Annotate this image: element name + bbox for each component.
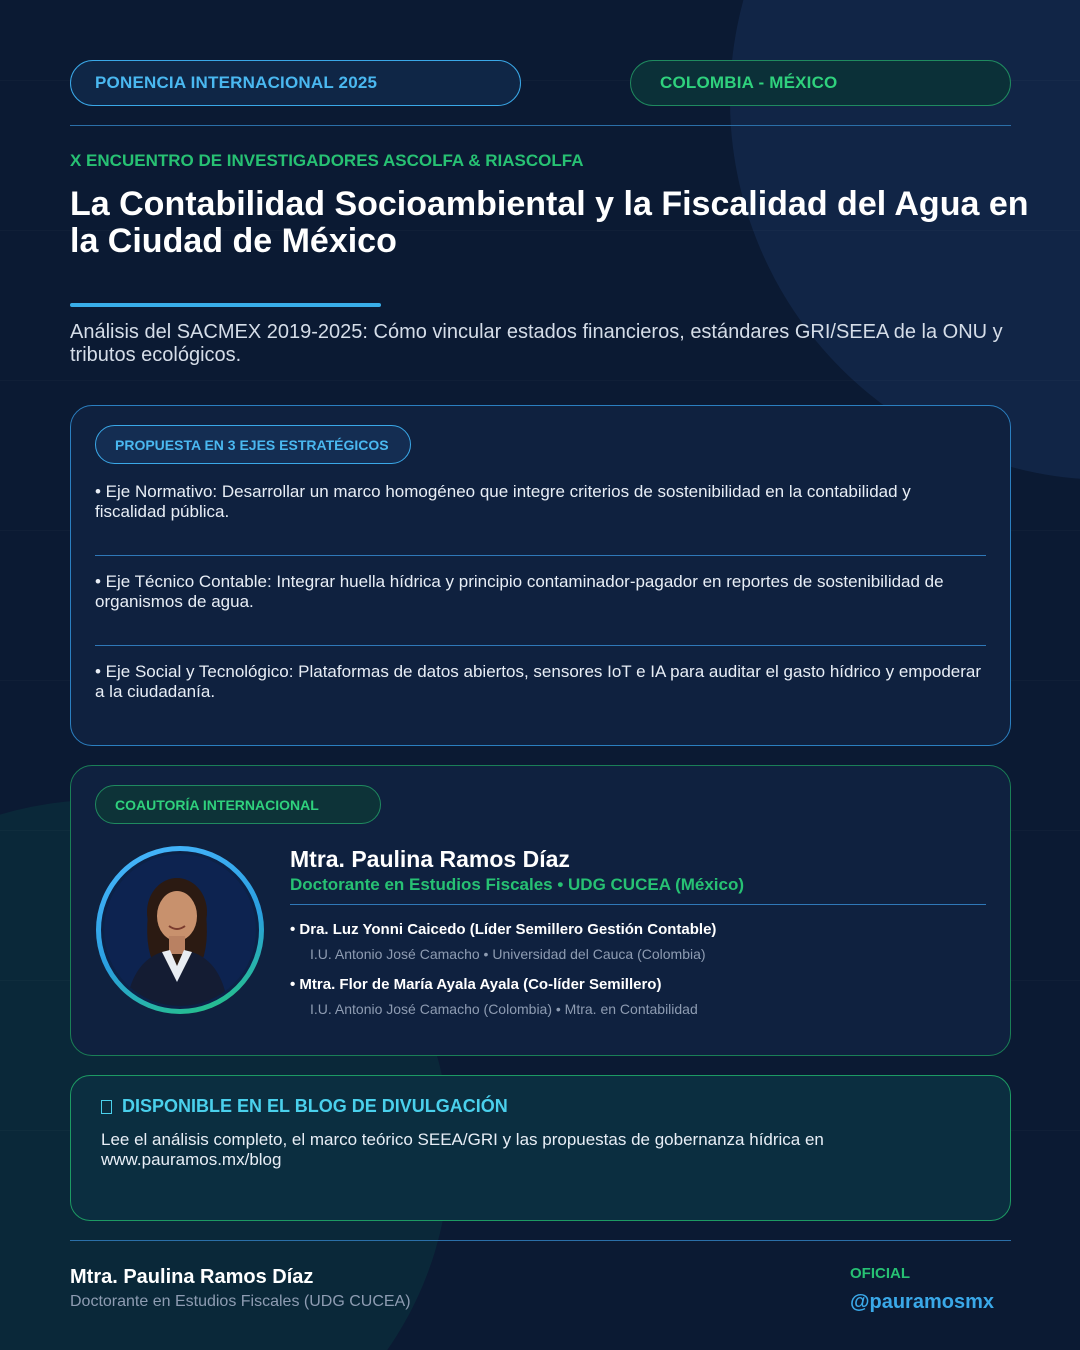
event-badge: PONENCIA INTERNACIONAL 2025 — [70, 60, 521, 106]
countries-badge: COLOMBIA - MÉXICO — [630, 60, 1011, 106]
page-title: La Contabilidad Socioambiental y la Fiscalidad del Agua en la Ciudad de México — [70, 185, 1029, 260]
portrait-photo — [104, 854, 256, 1006]
official-label: OFICIAL — [850, 1265, 910, 1282]
coauthor-affiliation: I.U. Antonio José Camacho (Colombia) • Mtra. en Contabilidad — [310, 1001, 698, 1017]
footer-author-name: Mtra. Paulina Ramos Díaz — [70, 1266, 314, 1288]
page-subtitle: Análisis del SACMEX 2019-2025: Cómo vincular estados financieros, estándares GRI/SEEA de la ONU y tributos ecológicos. — [70, 321, 1003, 366]
blog-heading: DISPONIBLE EN EL BLOG DE DIVULGACIÓN — [122, 1096, 508, 1116]
proposal-card — [70, 405, 1011, 746]
avatar — [96, 846, 264, 1014]
axis-divider — [95, 555, 986, 556]
axis-item-tecnico: • Eje Técnico Contable: Integrar huella hídrica y principio contaminador-pagador en reportes de sostenibilidad de organismos de agua. — [95, 572, 944, 611]
coauthor-name: • Mtra. Flor de María Ayala Ayala (Co-líder Semillero) — [290, 976, 662, 993]
social-handle-link[interactable]: @pauramosmx — [850, 1291, 994, 1313]
document-icon — [101, 1100, 112, 1114]
axis-item-normativo: • Eje Normativo: Desarrollar un marco homogéneo que integre criterios de sostenibilidad en la contabilidad y fiscalidad pública. — [95, 482, 911, 521]
header-divider — [70, 125, 1011, 126]
axis-item-social: • Eje Social y Tecnológico: Plataformas de datos abiertos, sensores IoT e IA para auditar el gasto hídrico y empoderar a la ciudadanía. — [95, 662, 982, 701]
footer-author-role: Doctorante en Estudios Fiscales (UDG CUCEA) — [70, 1293, 411, 1310]
event-kicker: X ENCUENTRO DE INVESTIGADORES ASCOLFA & RIASCOLFA — [70, 151, 584, 170]
title-accent-bar — [70, 303, 381, 307]
coauthor-affiliation: I.U. Antonio José Camacho • Universidad del Cauca (Colombia) — [310, 946, 706, 962]
axis-divider — [95, 645, 986, 646]
background-gridline — [0, 380, 1080, 381]
main-author-name: Mtra. Paulina Ramos Díaz — [290, 846, 570, 872]
coauthors-tag: COAUTORÍA INTERNACIONAL — [95, 785, 381, 824]
blog-description: Lee el análisis completo, el marco teórico SEEA/GRI y las propuestas de gobernanza hídrica en www.pauramos.mx/blog — [101, 1130, 824, 1169]
proposal-tag: PROPUESTA EN 3 EJES ESTRATÉGICOS — [95, 425, 411, 464]
footer-divider — [70, 1240, 1011, 1241]
coauthors-card — [70, 765, 1011, 1056]
blog-card[interactable] — [70, 1075, 1011, 1221]
main-author-role: Doctorante en Estudios Fiscales • UDG CUCEA (México) — [290, 875, 745, 894]
blog-heading-row — [101, 1096, 508, 1117]
coauthor-name: • Dra. Luz Yonni Caicedo (Líder Semillero Gestión Contable) — [290, 921, 717, 938]
author-divider — [290, 904, 986, 905]
